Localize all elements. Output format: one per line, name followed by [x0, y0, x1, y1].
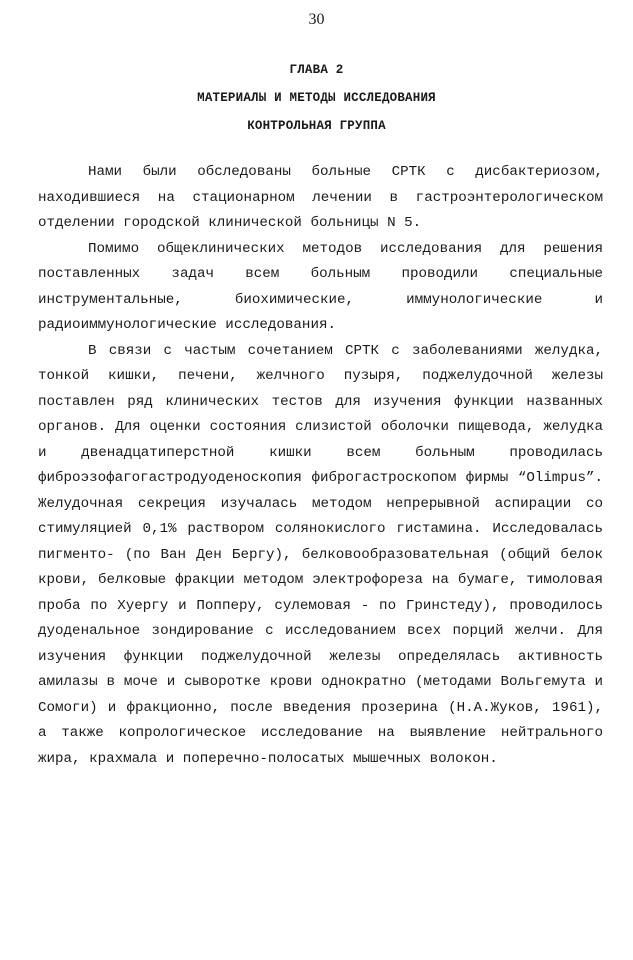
chapter-title: МАТЕРИАЛЫ И МЕТОДЫ ИССЛЕДОВАНИЯ [197, 91, 436, 105]
body-text [38, 160, 603, 772]
chapter-headings [0, 56, 633, 140]
chapter-heading: ГЛАВА 2 [289, 63, 344, 77]
section-heading: КОНТРОЛЬНАЯ ГРУППА [247, 119, 386, 133]
paragraph-3: В связи с частым сочетанием СРТК с заболеваниями желудка, тонкой кишки, печени, желчного пузыря, поджелудочной железы поставлен ряд клинических тестов для изучения функции названных органов. Для оценки состояния слизистой оболочки пищевода, желудка и двенадцатиперстной кишки всем больным проводилась фиброэзофагогастродуоденоскопия фиброгастроскопом фирмы “Olimpus”. Желудочная секреция изучалась методом непрерывной аспирации со стимуляцией 0,1% раствором солянокислого гистамина. Исследовалась пигменто- (по Ван Ден Бергу), белковообразовательная (общий белок крови, белковые фракции методом электрофореза на бумаге, тимоловая проба по Хуергу и Попперу, сулемовая - по Гринстеду), проводилось дуоденальное зондирование с исследованием всех порций желчи. Для изучения функции поджелудочной железы определялась активность амилазы в моче и сыворотке крови однократно (методами Вольгемута и Сомоги) и фракционно, после введения прозерина (Н.А.Жуков, 1961), а также копрологическое исследование на выявление нейтрального жира, крахмала и поперечно-полосатых мышечных волокон. [38, 342, 603, 767]
page-number: 30 [308, 11, 325, 28]
paragraph-1: Нами были обследованы больные СРТК с дисбактериозом, находившиеся на стационарном лечении в гастроэнтерологическом отделении городской клинической больницы N 5. [38, 164, 603, 231]
paragraph-2: Помимо общеклинических методов исследования для решения поставленных задач всем больным проводили специальные инструментальные, биохимические, иммунологические и радиоиммунологические исследования. [38, 240, 603, 333]
